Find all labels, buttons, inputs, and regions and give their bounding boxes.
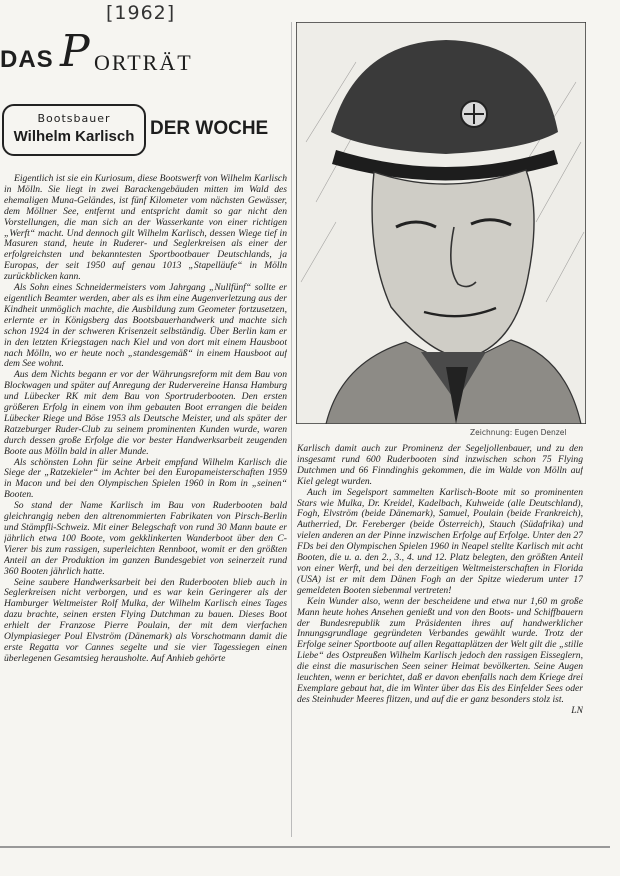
bottom-rule [0,846,610,848]
headline-portrait-initial: P [60,26,90,77]
paragraph: Kein Wunder also, wenn der bescheidene und etwa nur 1,60 m große Mann heute hohes Ansehen genießt und von den Boots- und Schiffbauern der Bundesrepublik zum Präsidenten ihres auf handwerklicher Innungsgrundlage gegründeten Verbandes gewählt wurde. Trotz der Erfolge seiner Sportboote auf allen Regattaplätzen der Welt gilt die „stille Liebe“ des Ostpreußen Wilhelm Karlisch jedoch den rassigen Eisseglern, die einst die masurischen Seen seiner Heimat bevölkerten. Seine Augen leuchten, wenn er berichtet, daß er davon ebenfalls nach dem Kriege drei Exemplare gebaut hat, die im Winter über das Eis des Einfelder Sees oder des Steinhuder Meeres flitzen, und auf die er ganz besonders stolz ist. [297,595,583,705]
paragraph: Als Sohn eines Schneidermeisters vom Jahrgang „Nullfünf“ sollte er eigentlich Beamter werden, aber als es ihm eine Augenverletzung aus der Kindheit unmöglich machte, die Ausbildung zum Geometer fortzusetzen, erlernte er in Königsberg das Bootsbauerhandwerk und machte sich schon 1924 in der schweren Krisenzeit selbständig. Über Berlin kam er in den letzten Kriegstagen nach Kiel und von dort mit einem Hausboot nach Mölln, wo er heute noch „standesgemäß“ in einem Hausboot auf dem See wohnt. [4,282,287,370]
headline [0,26,290,77]
headline-der-woche: DER WOCHE [150,118,269,139]
person-name: Wilhelm Karlisch [13,128,135,145]
paragraph: Aus dem Nichts begann er vor der Währungsreform mit dem Bau von Blockwagen und später auf Anregung der Rudervereine Hansa Hamburg und Lübecker RK mit dem Bau von Sportruderbooten. Den ersten größeren Erfolg in einem von ihm gebauten Boot errangen die beiden Lübecker Riege und Böse 1953 als Deutsche Meister, und als später der Ratzeburger Ruder-Club zu seinem prominenten Kunden wurde, waren durch dessen große Erfolge die vor bester Handwerksarbeit zeugenden Boote aus Mölln bald in aller Munde. [4,369,287,457]
paragraph: Seine saubere Handwerksarbeit bei den Ruderbooten blieb auch in Seglerkreisen nicht verborgen, und es war kein Geringerer als der Hamburger Weltmeister Rolf Mulka, der Wilhelm Karlisch eines Tages dazu brachte, seinen ersten Flying Dutchman zu bauen. Dieses Boot erhielt der Franzose Pierre Poulain, der mit dem vierfachen Olympiasieger Poul Elvström (Dänemark) als Vorschotmann damit die erste Regatta vor Cannes segelte und sie vier Tagessiegen einen überlegenen Gesamtsieg herausholte. Auf Anhieb gehörte [4,576,287,664]
article-left-column [4,174,287,844]
article-right-column [297,444,583,830]
paragraph: Karlisch damit auch zur Prominenz der Segeljollenbauer, und zu den insgesamt rund 600 Ruderbooten sind inzwischen schon 75 Flying Dutchmen und 66 Finndinghis gekommen, die im Walde von Mölln auf Kiel gelegt wurden. [297,444,583,487]
column-divider [291,22,292,837]
author-initials: LN [571,704,583,716]
name-box [2,104,146,156]
headline-das: DAS [0,46,54,73]
paragraph: So stand der Name Karlisch im Bau von Ruderbooten bald gleichrangig neben den altrenommierten Fabrikaten von Pirsch-Berlin und Stämpfli-Schweiz. Mit einer Belegschaft von rund 30 Mann baute er jährlich etwa 100 Boote, vom gekklinkerten Wanderboot über den C-Vierer bis zum rassigen, superleichten Rennboot, womit er den größten Anteil an der Produktion im ganzen Bundesgebiet von seinerzeit rund 360 Booten jährlich hatte. [4,500,287,577]
headline-portrait-rest: ORTRÄT [94,50,193,75]
paragraph: Auch im Segelsport sammelten Karlisch-Boote mit so prominenten Stars wie Mulka, Dr. Kreidel, Kadelbach, Kuhweide (alle Deutschland), Fogh, Elvström (beide Dänemark), Samuel, Poulain (beide Frankreich), Autherried, Dr. Fereberger (beide Österreich), Stauch (Südafrika) und vielen anderen an der Pinne inzwischen Erfolge auf Erfolge. Unter den 27 FDs bei den Olympischen Spielen 1960 in Neapel stellte Karlisch mit acht Booten, die u. a. den 2., 3., 4. und 12. Platz belegten, den größten Anteil von einer Werft, und bei den derzeitigen Weltmeisterschaften in Florida (USA) ist er mit dem Dänen Fogh an der Spitze wiederum unter 17 gemeldeten Booten siebenmal vertreten! [297,486,583,596]
photo-credit: Zeichnung: Eugen Denzel [470,428,567,437]
handwritten-year: [1962] [106,2,176,24]
paragraph: Als schönsten Lohn für seine Arbeit empfand Wilhelm Karlisch die Siege der „Ratzekieler“ im Achter bei den Europameisterschaften 1959 in Macon und bei den Olympischen Spielen 1960 in Rom in „seinen“ Booten. [4,456,287,501]
portrait-drawing [296,22,586,424]
occupation-label: Bootsbauer [37,112,111,125]
paragraph: Eigentlich ist sie ein Kuriosum, diese Bootswerft von Wilhelm Karlisch in Mölln. Sie liegt in zwei Barackengebäuden mitten im Wald des ehemaligen Muna-Geländes, ist fünf Kilometer vom nächsten Gewässer, dem Möllner See, entfernt und entspricht damit so gar nicht den Vorstellungen, die man sich an der Wasserkante von einer richtigen „Werft“ macht. Und dennoch gilt Wilhelm Karlisch, dessen Wiege tief in Masuren stand, heute in Ruderer- und Seglerkreisen als einer der erfolgreichsten und bekanntesten Sportbootbauer Deutschlands, ja Europas, der seit 1950 auf genau 1013 „Stapelläufe“ in Mölln zurückblicken kann. [4,174,287,283]
